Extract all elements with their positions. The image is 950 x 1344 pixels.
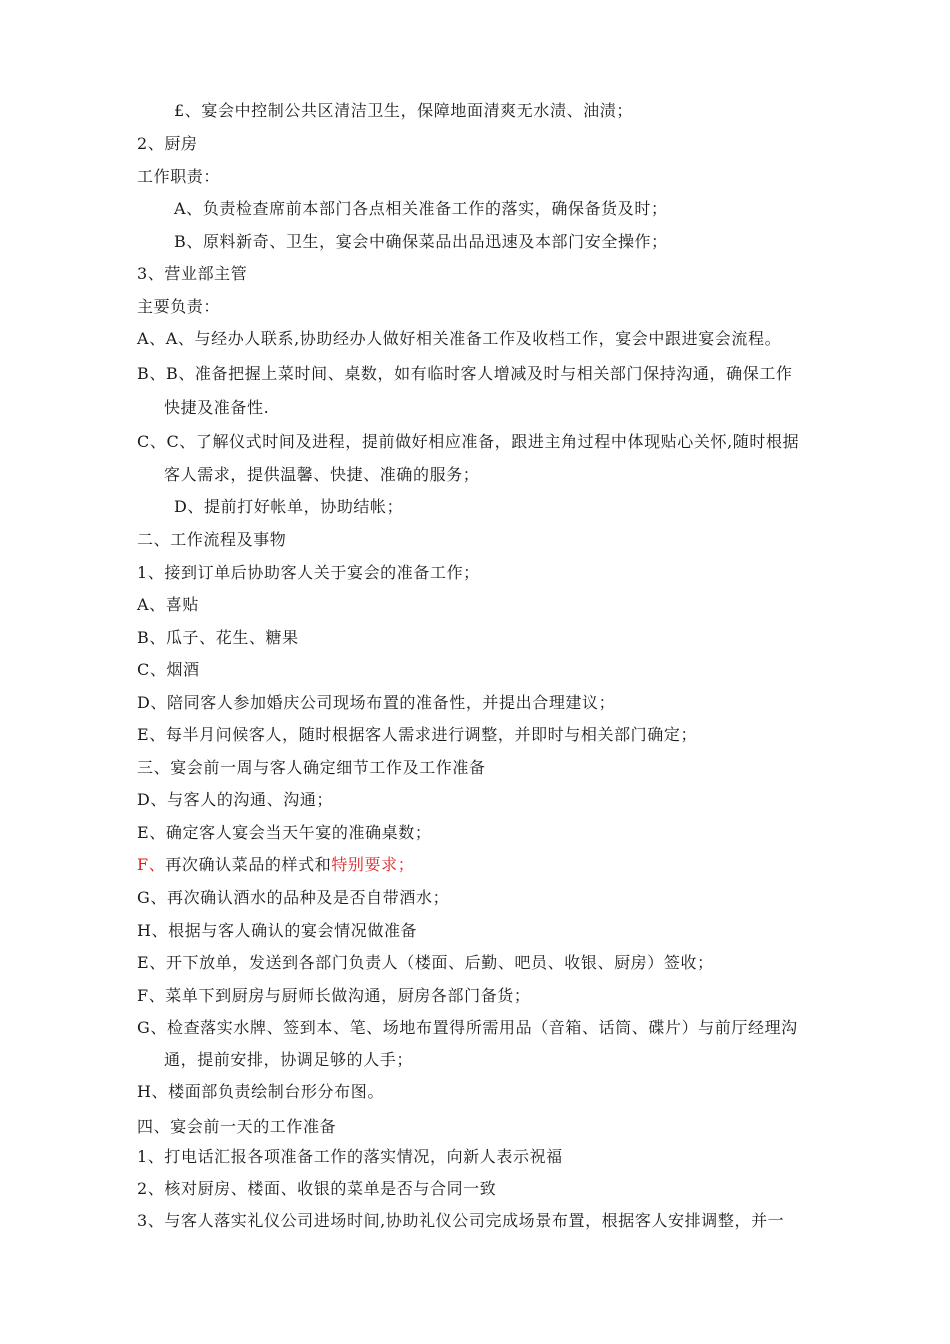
text-line: 1、打电话汇报各项准备工作的落实情况，向新人表示祝福 — [137, 1147, 563, 1166]
text-line: 3、与客人落实礼仪公司进场时间,协助礼仪公司完成场景布置，根据客人安排调整，并一 — [137, 1211, 785, 1230]
text-line: D、陪同客人参加婚庆公司现场布置的准备性，并提出合理建议； — [137, 693, 616, 712]
highlighted-line — [137, 854, 414, 876]
text-line: 3、营业部主管 — [137, 264, 248, 283]
text-line: E、每半月问候客人，随时根据客人需求进行调整，并即时与相关部门确定； — [137, 725, 698, 744]
text-line: E、确定客人宴会当天午宴的准确桌数； — [137, 823, 432, 842]
text-line: G、再次确认酒水的品种及是否自带酒水； — [137, 888, 450, 907]
text-line: G、检查落实水牌、签到本、笔、场地布置得所需用品（音箱、话筒、碟片）与前厅经理沟 — [137, 1018, 798, 1037]
text-line: H、根据与客人确认的宴会情况做准备 — [137, 921, 418, 940]
text-line: 快捷及准备性. — [164, 398, 270, 417]
text-line: A、负责检查席前本部门各点相关准备工作的落实，确保备货及时； — [174, 199, 668, 218]
text-line: H、楼面部负责绘制台形分布图。 — [137, 1082, 384, 1101]
text-line: A、A、与经办人联系,协助经办人做好相关准备工作及收档工作，宴会中跟进宴会流程。 — [137, 329, 782, 348]
text-line: 1、接到订单后协助客人关于宴会的准备工作； — [137, 563, 480, 582]
text-line: B、B、准备把握上菜时间、桌数，如有临时客人增减及时与相关部门保持沟通，确保工作 — [137, 364, 793, 383]
text-line: 客人需求，提供温馨、快捷、准确的服务； — [164, 465, 480, 484]
highlight-prefix: F、 — [137, 855, 166, 874]
text-line: C、C、了解仪式时间及进程，提前做好相应准备，跟进主角过程中体现贴心关怀,随时根据 — [137, 432, 800, 451]
section-heading: 二、工作流程及事物 — [137, 530, 287, 549]
text-line: £、宴会中控制公共区清洁卫生，保障地面清爽无水渍、油渍； — [174, 101, 633, 120]
line-text: 再次确认菜品的样式和 — [165, 855, 332, 874]
text-line: D、提前打好帐单，协助结帐； — [174, 497, 404, 516]
text-line: A、喜贴 — [137, 595, 199, 614]
text-line: 主要负责： — [137, 297, 221, 316]
section-heading: 三、宴会前一周与客人确定细节工作及工作准备 — [137, 758, 486, 777]
text-line: E、开下放单，发送到各部门负责人（楼面、后勤、吧员、收银、厨房）签收； — [137, 953, 714, 972]
text-line: C、烟酒 — [137, 660, 200, 679]
highlight-suffix: 特别要求； — [331, 855, 415, 874]
text-line: B、瓜子、花生、糖果 — [137, 628, 299, 647]
text-line: 2、厨房 — [137, 134, 198, 153]
text-line: D、与客人的沟通、沟通； — [137, 790, 334, 809]
text-line: 2、核对厨房、楼面、收银的菜单是否与合同一致 — [137, 1179, 497, 1198]
text-line: F、菜单下到厨房与厨师长做沟通，厨房各部门备货； — [137, 986, 531, 1005]
section-heading: 四、宴会前一天的工作准备 — [137, 1117, 337, 1136]
text-line: 通，提前安排，协调足够的人手； — [164, 1050, 414, 1069]
text-line: 工作职责： — [137, 167, 221, 186]
text-line: B、原料新奇、卫生，宴会中确保菜品出品迅速及本部门安全操作； — [174, 232, 668, 251]
